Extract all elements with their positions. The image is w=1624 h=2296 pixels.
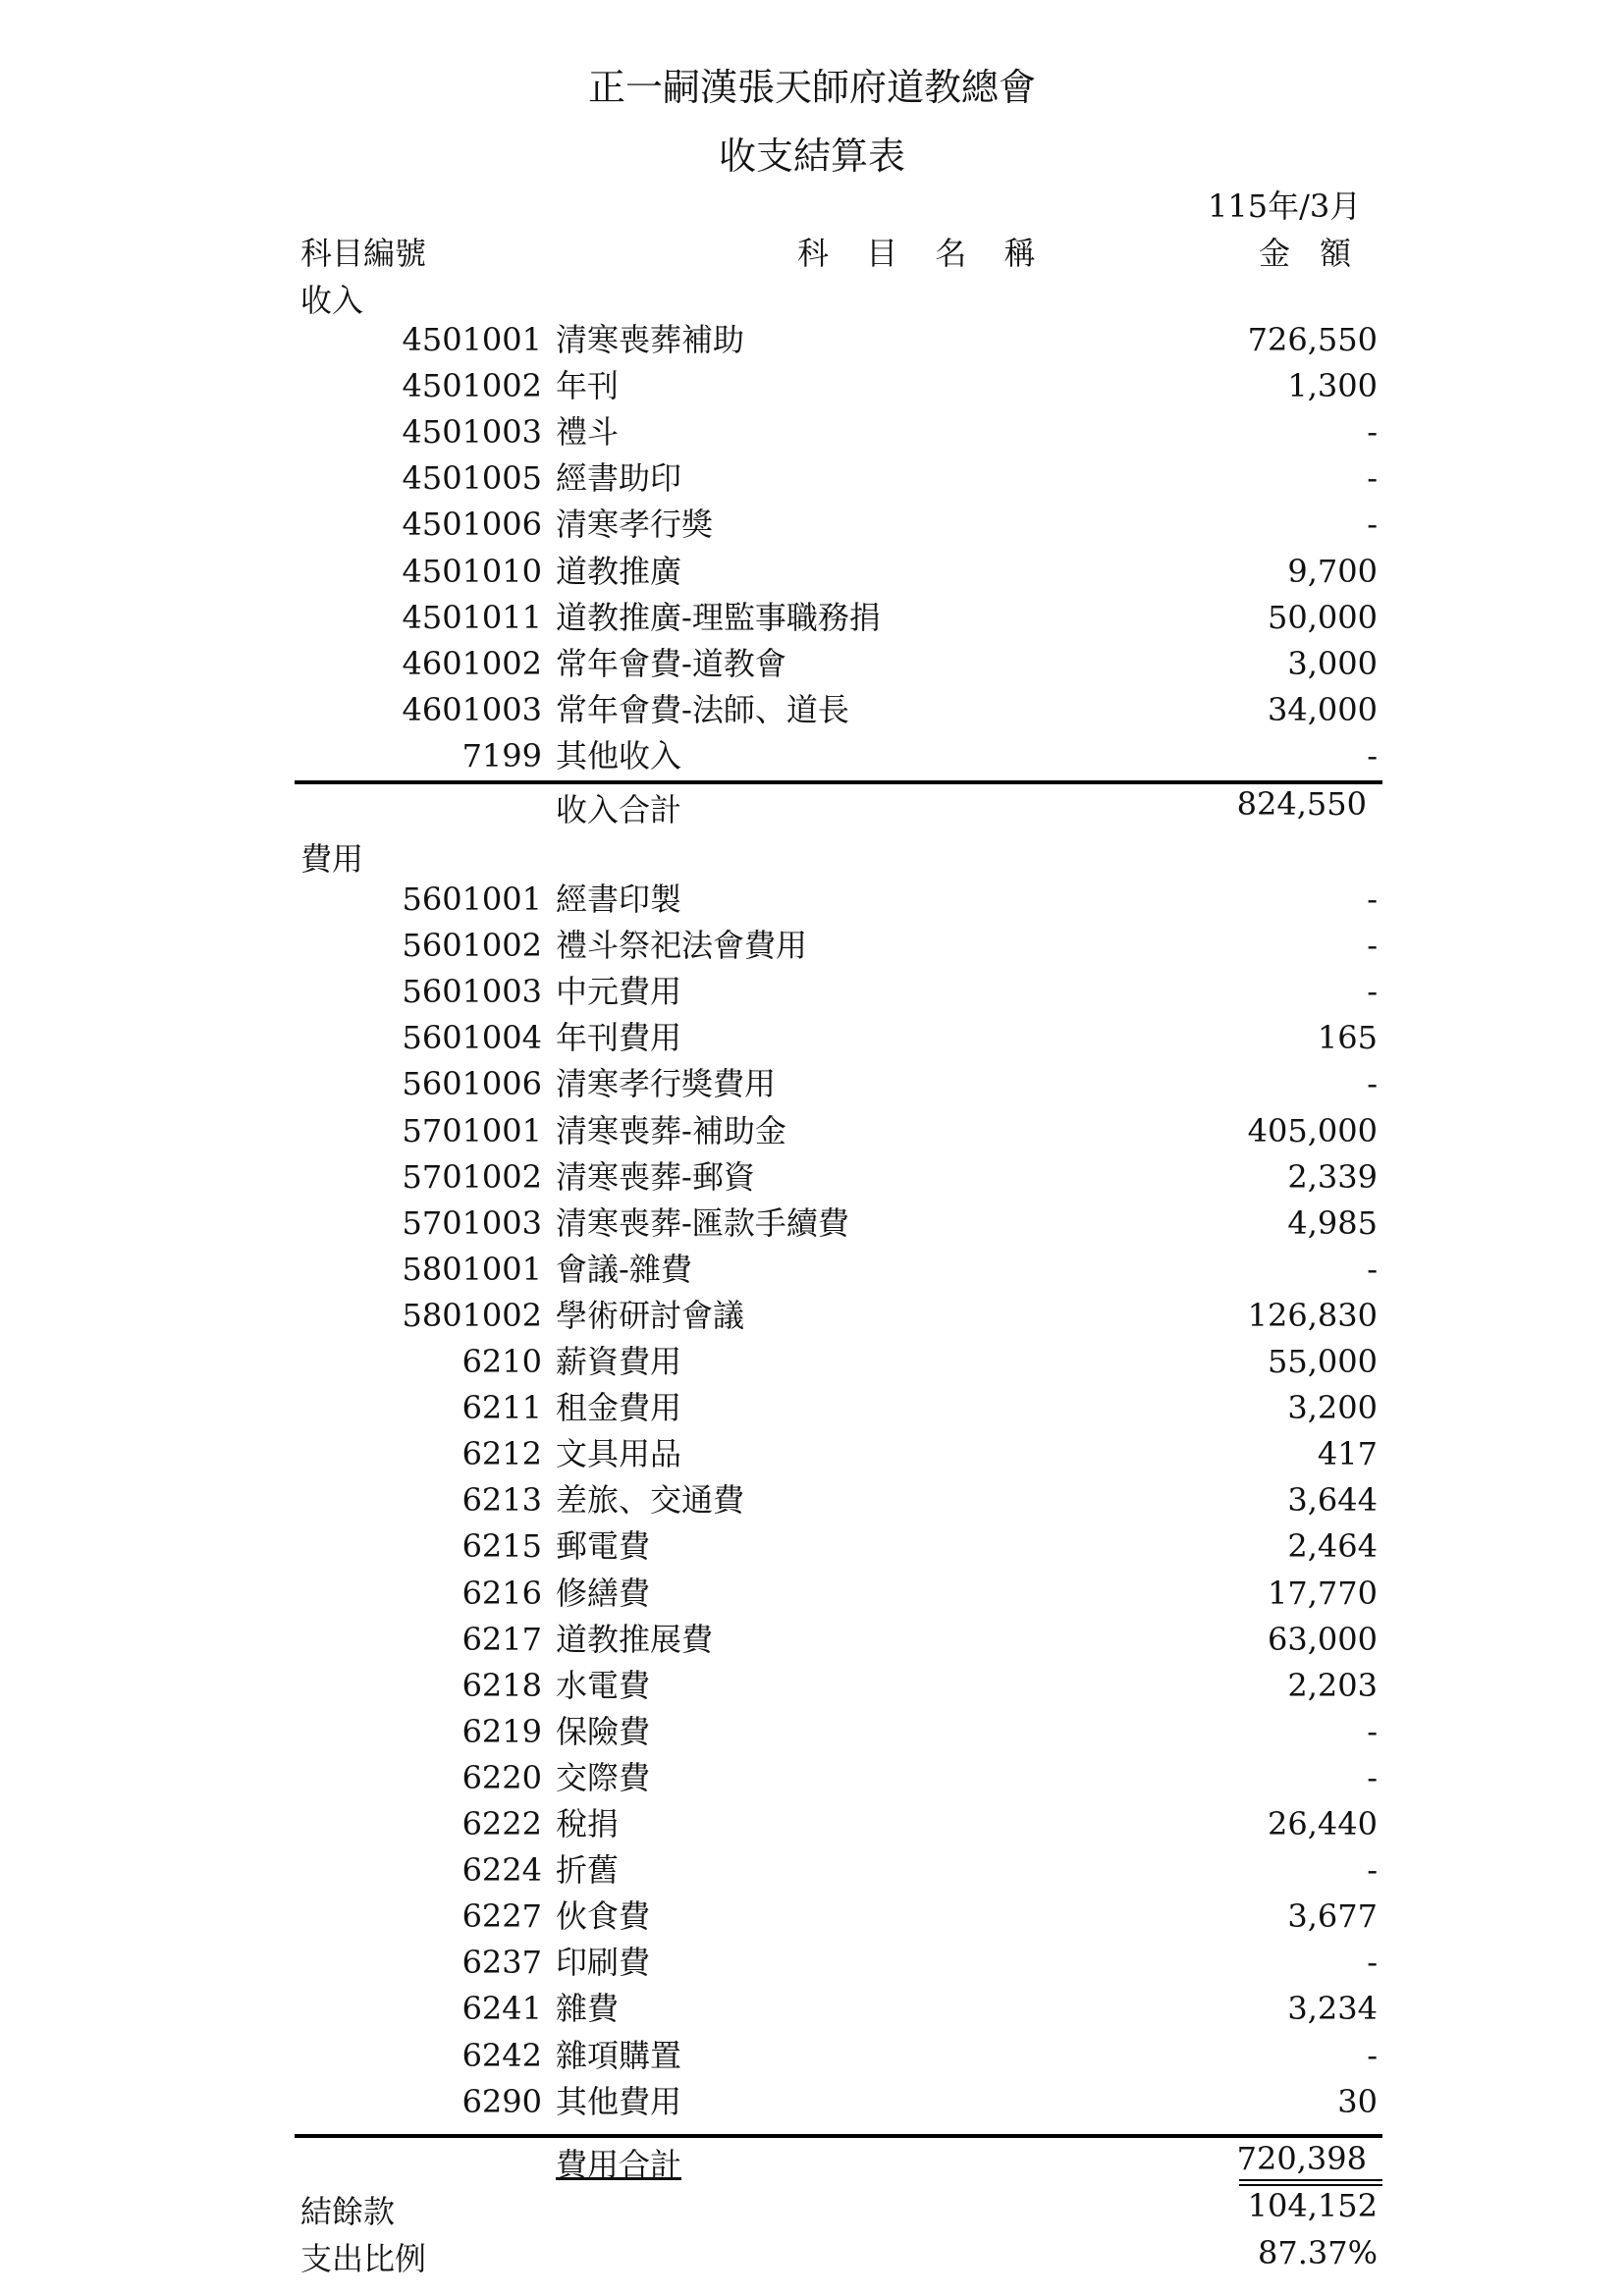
account-code: 6237 [461, 1944, 542, 1982]
table-row [0, 1894, 1624, 1939]
table-row [0, 1571, 1624, 1616]
column-header-amount: 金 額 [1259, 235, 1362, 272]
ratio-label: 支出比例 [300, 2240, 427, 2277]
account-code: 4501010 [402, 552, 542, 590]
table-row [0, 877, 1624, 922]
expense-total-rule [295, 2134, 1382, 2138]
balance-label: 結餘款 [300, 2193, 396, 2230]
column-header-name: 科 目 名 稱 [797, 235, 1050, 272]
account-amount: - [1367, 413, 1378, 452]
account-amount: - [1367, 736, 1378, 774]
account-amount: 2,203 [1287, 1666, 1378, 1704]
table-row [0, 1663, 1624, 1708]
account-amount: - [1367, 506, 1378, 544]
table-row [0, 2033, 1624, 2078]
table-row [0, 2079, 1624, 2124]
account-name: 年刊費用 [556, 1019, 682, 1057]
account-code: 4501005 [402, 459, 542, 498]
account-amount: - [1367, 1758, 1378, 1796]
account-amount: 3,200 [1287, 1389, 1378, 1427]
account-name: 保險費 [556, 1712, 651, 1750]
ratio-amount: 87.37% [1257, 2234, 1378, 2271]
account-code: 4501011 [402, 598, 542, 636]
income-total-label: 收入合計 [556, 791, 682, 828]
account-amount: - [1367, 1944, 1378, 1982]
account-amount: - [1367, 973, 1378, 1011]
table-row [0, 1431, 1624, 1476]
account-amount: 165 [1317, 1019, 1378, 1057]
account-amount: 3,000 [1287, 644, 1378, 682]
account-code: 5801001 [402, 1250, 542, 1288]
account-name: 中元費用 [556, 973, 682, 1011]
table-row [0, 923, 1624, 968]
table-row [0, 733, 1624, 778]
account-amount: 726,550 [1247, 321, 1378, 358]
account-name: 經書印製 [556, 881, 682, 918]
account-code: 5601006 [402, 1065, 542, 1103]
expense-total-double-rule-1 [1239, 2179, 1382, 2181]
table-row [0, 641, 1624, 686]
document-title: 收支結算表 [718, 134, 905, 178]
account-code: 4501006 [402, 506, 542, 544]
account-amount: 4,985 [1287, 1203, 1378, 1242]
income-total-amount: 824,550 [1236, 785, 1367, 823]
account-amount: 50,000 [1268, 598, 1378, 636]
account-name: 清寒喪葬-郵資 [556, 1157, 755, 1196]
account-name: 清寒孝行獎 [556, 506, 714, 544]
account-name: 經書助印 [556, 459, 682, 498]
account-amount: 9,700 [1287, 552, 1378, 590]
account-name: 伙食費 [556, 1897, 651, 1936]
account-code: 6242 [461, 2036, 542, 2074]
account-code: 6215 [461, 1527, 542, 1566]
account-amount: - [1367, 1851, 1378, 1890]
table-row [0, 1339, 1624, 1384]
account-amount: - [1367, 459, 1378, 498]
account-code: 5701002 [402, 1157, 542, 1196]
account-code: 5701003 [402, 1203, 542, 1242]
account-name: 雜費 [556, 1990, 620, 2028]
account-amount: 17,770 [1268, 1574, 1378, 1612]
account-amount: - [1367, 2036, 1378, 2074]
account-amount: 1,300 [1287, 367, 1378, 405]
account-code: 6290 [461, 2082, 542, 2120]
account-amount: - [1367, 1250, 1378, 1288]
income-total-rule [295, 780, 1382, 784]
account-code: 6219 [461, 1712, 542, 1750]
table-row [0, 549, 1624, 594]
table-row [0, 1523, 1624, 1569]
table-row [0, 1108, 1624, 1153]
account-amount: 26,440 [1268, 1805, 1378, 1842]
account-code: 6220 [461, 1758, 542, 1796]
account-name: 文具用品 [556, 1435, 682, 1473]
account-amount: 126,830 [1247, 1296, 1378, 1334]
account-name: 道教推廣-理監事職務捐 [556, 598, 881, 636]
account-code: 5601002 [402, 927, 542, 965]
account-name: 雜項購置 [556, 2036, 682, 2074]
table-row [0, 1986, 1624, 2031]
expense-total-double-rule-2 [1239, 2184, 1382, 2186]
account-amount: 417 [1317, 1435, 1378, 1473]
table-row [0, 1477, 1624, 1522]
account-amount: - [1367, 881, 1378, 918]
table-row [0, 687, 1624, 732]
account-name: 稅捐 [556, 1805, 620, 1842]
account-name: 印刷費 [556, 1944, 651, 1982]
table-row [0, 1709, 1624, 1754]
account-name: 清寒孝行獎費用 [556, 1065, 777, 1103]
table-row [0, 502, 1624, 547]
account-name: 禮斗 [556, 413, 620, 452]
account-amount: 3,677 [1287, 1897, 1378, 1936]
account-code: 6218 [461, 1666, 542, 1704]
section-expense-label: 費用 [300, 840, 364, 878]
expense-total-amount: 720,398 [1236, 2140, 1367, 2177]
table-row [0, 595, 1624, 640]
account-name: 道教推展費 [556, 1620, 714, 1658]
table-row [0, 1847, 1624, 1893]
account-amount: 3,234 [1287, 1990, 1378, 2028]
account-amount: 405,000 [1247, 1111, 1378, 1149]
table-row [0, 1247, 1624, 1292]
table-row [0, 363, 1624, 408]
account-code: 6224 [461, 1851, 542, 1890]
account-amount: 30 [1337, 2082, 1378, 2120]
account-code: 7199 [461, 736, 542, 774]
account-code: 6212 [461, 1435, 542, 1473]
expense-total-label: 費用合計 [556, 2146, 682, 2183]
account-code: 5801002 [402, 1296, 542, 1334]
account-code: 4601002 [402, 644, 542, 682]
account-name: 清寒喪葬-補助金 [556, 1111, 786, 1149]
account-name: 薪資費用 [556, 1343, 682, 1380]
org-title: 正一嗣漢張天師府道教總會 [587, 66, 1036, 109]
account-name: 水電費 [556, 1666, 651, 1704]
account-name: 清寒喪葬-匯款手續費 [556, 1203, 849, 1242]
account-amount: 2,339 [1287, 1157, 1378, 1196]
table-row [0, 969, 1624, 1014]
account-name: 年刊 [556, 367, 620, 405]
table-row [0, 1940, 1624, 1985]
balance-amount: 104,152 [1247, 2187, 1378, 2224]
account-name: 會議-雜費 [556, 1250, 692, 1288]
account-name: 修繕費 [556, 1574, 651, 1612]
account-code: 6217 [461, 1620, 542, 1658]
account-code: 6211 [461, 1389, 542, 1427]
account-amount: 3,644 [1287, 1481, 1378, 1520]
account-code: 5601004 [402, 1019, 542, 1057]
account-name: 清寒喪葬補助 [556, 321, 745, 358]
table-row [0, 455, 1624, 501]
account-code: 4501003 [402, 413, 542, 452]
table-row [0, 1201, 1624, 1246]
table-row [0, 1293, 1624, 1338]
account-amount: - [1367, 1712, 1378, 1750]
account-code: 4501002 [402, 367, 542, 405]
table-row [0, 1061, 1624, 1106]
account-name: 常年會費-道教會 [556, 644, 786, 682]
account-code: 6216 [461, 1574, 542, 1612]
column-header-code: 科目編號 [300, 235, 427, 272]
account-amount: 2,464 [1287, 1527, 1378, 1566]
account-amount: 55,000 [1268, 1343, 1378, 1380]
account-name: 郵電費 [556, 1527, 651, 1566]
account-code: 4601003 [402, 690, 542, 728]
account-name: 道教推廣 [556, 552, 682, 590]
account-name: 租金費用 [556, 1389, 682, 1427]
account-name: 禮斗祭祀法會費用 [556, 927, 808, 965]
table-row [0, 1154, 1624, 1200]
period-label: 115年/3月 [1208, 187, 1362, 225]
account-amount: - [1367, 1065, 1378, 1103]
table-row [0, 317, 1624, 362]
account-code: 5601001 [402, 881, 542, 918]
table-row [0, 1015, 1624, 1060]
account-name: 差旅、交通費 [556, 1481, 745, 1520]
account-code: 5601003 [402, 973, 542, 1011]
account-amount: - [1367, 927, 1378, 965]
account-code: 6227 [461, 1897, 542, 1936]
account-code: 6210 [461, 1343, 542, 1380]
account-code: 6213 [461, 1481, 542, 1520]
section-income-label: 收入 [300, 282, 364, 319]
table-row [0, 1385, 1624, 1430]
account-amount: 63,000 [1268, 1620, 1378, 1658]
account-name: 學術研討會議 [556, 1296, 745, 1334]
table-row [0, 1755, 1624, 1800]
table-row [0, 409, 1624, 454]
account-code: 6241 [461, 1990, 542, 2028]
account-name: 其他收入 [556, 736, 682, 774]
account-code: 4501001 [402, 321, 542, 358]
account-name: 常年會費-法師、道長 [556, 690, 849, 728]
account-name: 其他費用 [556, 2082, 682, 2120]
account-code: 6222 [461, 1805, 542, 1842]
table-row [0, 1617, 1624, 1662]
account-code: 5701001 [402, 1111, 542, 1149]
account-name: 折舊 [556, 1851, 620, 1890]
account-name: 交際費 [556, 1758, 651, 1796]
account-amount: 34,000 [1268, 690, 1378, 728]
table-row [0, 1801, 1624, 1846]
